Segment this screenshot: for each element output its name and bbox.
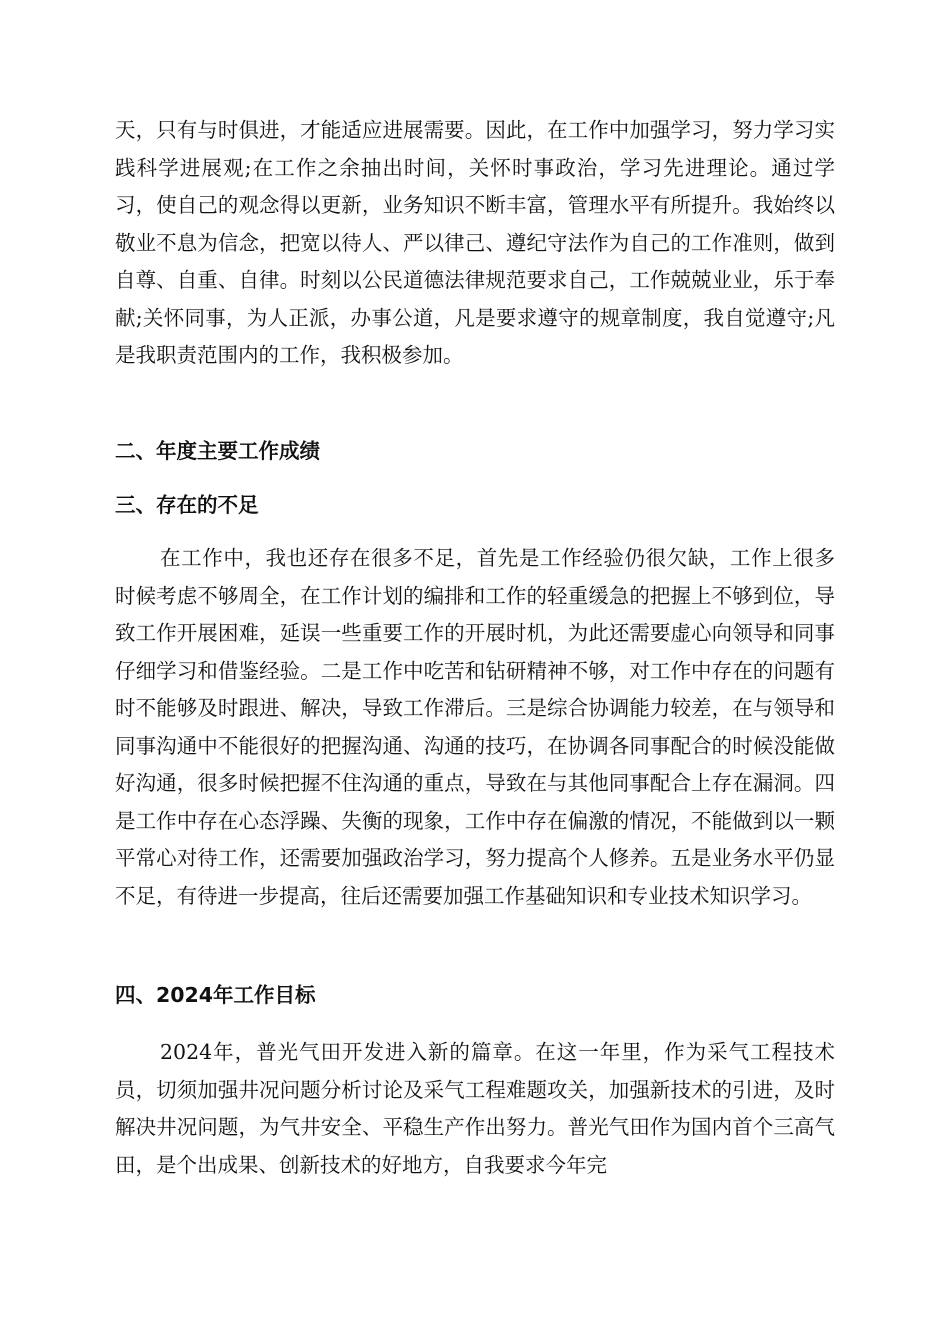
paragraph-goals: 2024年，普光气田开发进入新的篇章。在这一年里，作为采气工程技术员，切须加强井况问题分析讨论及采气工程难题攻关，加强新技术的引进，及时解决井况问题，为气井安全、平稳生产作出努力。普光气田作为国内首个三高气田，是个出成果、创新技术的好地方，自我要求今年完 xyxy=(115,1040,835,1177)
heading-goals: 四、2024年工作目标 xyxy=(115,983,316,1007)
paragraph-shortcomings: 在工作中，我也还存在很多不足，首先是工作经验仍很欠缺，工作上很多时候考虑不够周全，在工作计划的编排和工作的轻重缓急的把握上不够到位，导致工作开展困难，延误一些重要工作的开展时机，为此还需要虚心向领导和同事仔细学习和借鉴经验。二是工作中吃苦和钻研精神不够，对工作中存在的问题有时不能够及时跟进、解决，导致工作滞后。三是综合协调能力较差，在与领导和同事沟通中不能很好的把握沟通、沟通的技巧，在协调各同事配合的时候没能做好沟通，很多时候把握不住沟通的重点，导致在与其他同事配合上存在漏洞。四是工作中存在心态浮躁、失衡的现象，工作中存在偏激的情况，不能做到以一颗平常心对待工作，还需要加强政治学习，努力提高个人修养。五是业务水平仍显不足，有待进一步提高，往后还需要加强工作基础知识和专业技术知识学习。 xyxy=(115,546,835,908)
heading-annual-achievements: 二、年度主要工作成绩 xyxy=(115,439,320,463)
heading-shortcomings: 三、存在的不足 xyxy=(115,493,259,517)
paragraph-continued: 天，只有与时俱进，才能适应进展需要。因此，在工作中加强学习，努力学习实践科学进展观;在工作之余抽出时间，关怀时事政治，学习先进理论。通过学习，使自己的观念得以更新，业务知识不断丰富，管理水平有所提升。我始终以敬业不息为信念，把宽以待人、严以律己、遵纪守法作为自己的工作准则，做到自尊、自重、自律。时刻以公民道德法律规范要求自己，工作兢兢业业，乐于奉献;关怀同事，为人正派，办事公道，凡是要求遵守的规章制度，我自觉遵守;凡是我职责范围内的工作，我积极参加。 xyxy=(115,118,835,367)
